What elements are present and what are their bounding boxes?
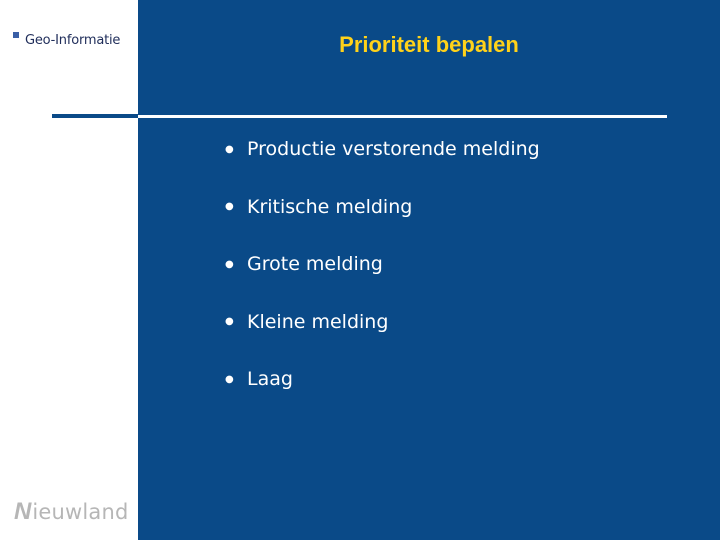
left-panel	[0, 0, 138, 540]
list-item-label: Kritische melding	[247, 195, 413, 218]
brand-footer	[14, 498, 129, 526]
list-item	[225, 364, 540, 394]
bullet-icon: ●	[225, 143, 234, 155]
logo-mark-icon	[13, 32, 19, 38]
bullet-icon: ●	[225, 258, 234, 270]
brand-glyph: N	[14, 498, 32, 525]
bullet-icon: ●	[225, 316, 234, 327]
bullet-list	[225, 134, 540, 422]
brand-text: ieuwland	[32, 500, 129, 524]
logo	[13, 30, 120, 50]
list-item	[225, 192, 540, 222]
divider-left	[52, 114, 138, 118]
list-item	[225, 249, 540, 279]
divider-right	[138, 115, 667, 118]
list-item-label: Grote melding	[247, 253, 383, 275]
list-item	[225, 307, 540, 337]
bullet-icon: ●	[225, 373, 234, 385]
page-title: Prioriteit bepalen	[339, 32, 519, 57]
list-item-label: Kleine melding	[247, 310, 389, 333]
logo-text: Geo-Informatie	[25, 32, 121, 48]
list-item-label: Laag	[247, 368, 293, 390]
list-item-label: Productie verstorende melding	[247, 138, 540, 160]
list-item	[225, 134, 540, 164]
bullet-icon: ●	[225, 201, 234, 212]
